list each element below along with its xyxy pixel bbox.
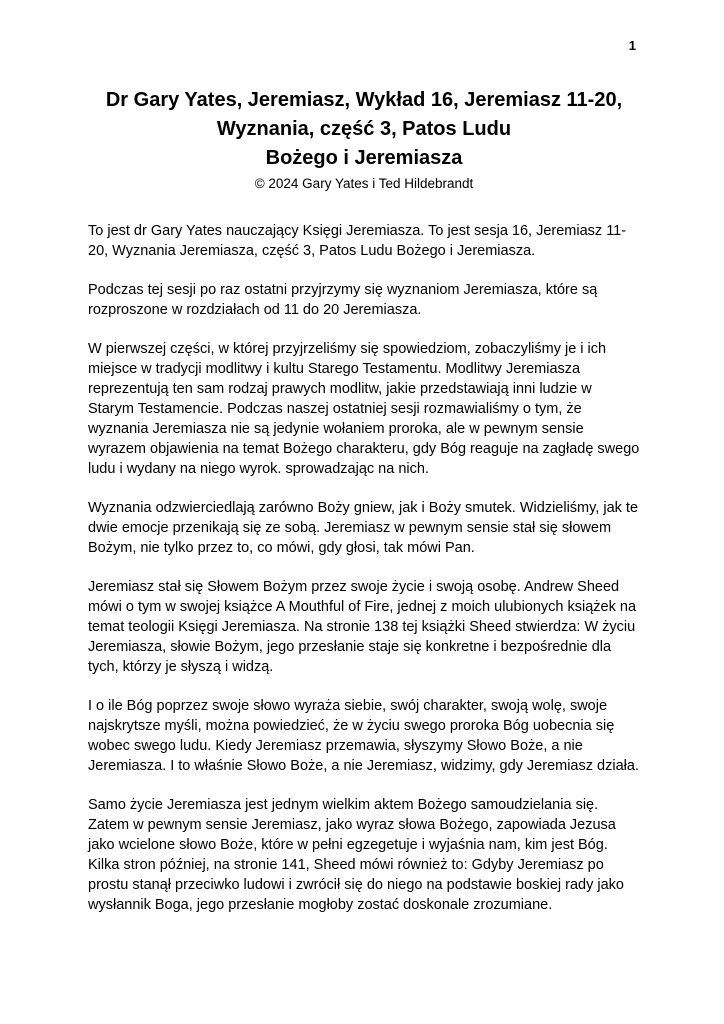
paragraph: Jeremiasz stał się Słowem Bożym przez swoje życie i swoją osobę. Andrew Sheed mówi o tym w swojej książce A Mouthful of Fire, jednej z moich ulubionych książek na temat teologii Księgi Jeremiasza. Na stronie 138 tej książki Sheed stwierdza: W życiu Jeremiasza, słowie Bożym, jego przesłanie staje się konkretne i bezpośrednie dla tych, którzy je słyszą i widzą. — [88, 579, 637, 675]
copyright-line: © 2024 Gary Yates i Ted Hildebrandt — [254, 176, 474, 191]
title-line-3: Bożego i Jeremiasza — [265, 147, 463, 169]
paragraph: W pierwszej części, w której przyjrzeliśmy się spowiedziom, zobaczyliśmy je i ich miejsce w tradycji modlitwy i kultu Starego Testamentu. Modlitwy Jeremiasza reprezentują ten sam rodzaj prawych modlitw, jakie przedstawiają inni ludzie w Starym Testamencie. Podczas naszej ostatniej sesji rozmawialiśmy o tym, że wyznania Jeremiasza nie są jedynie wołaniem proroka, ale w pewnym sensie wyrazem objawienia na temat Bożego charakteru, gdy Bóg reaguje na zagładę swego ludu i wydany na niego wyrok. sprowadzając na nich. — [88, 341, 640, 477]
title-line-1: Dr Gary Yates, Jeremiasz, Wykład 16, Jeremiasz 11-20, — [105, 89, 623, 111]
paragraph: Samo życie Jeremiasza jest jednym wielkim aktem Bożego samoudzielania się. Zatem w pewnym sensie Jeremiasz, jako wyraz słowa Bożego, zapowiada Jezusa jako wcielone słowo Boże, które w pełni egzegetuje i wyjaśnia nam, kim jest Bóg. Kilka stron później, na stronie 141, Sheed mówi również to: Gdyby Jeremiasz po prostu stanął przeciwko ludowi i zwrócił się do niego na podstawie boskiej rady jako wysłannik Boga, jego przesłanie mogłoby zostać doskonale zrozumiane. — [88, 797, 624, 913]
paragraph: Podczas tej sesji po raz ostatni przyjrzymy się wyznaniom Jeremiasza, które są rozproszone w rozdziałach od 11 do 20 Jeremiasza. — [88, 282, 598, 318]
document-title — [88, 86, 640, 173]
document-body — [88, 221, 640, 915]
paragraph: Wyznania odzwierciedlają zarówno Boży gniew, jak i Boży smutek. Widzieliśmy, jak te dwie emocje przenikają się ze sobą. Jeremiasz w pewnym sensie stał się słowem Bożym, nie tylko przez to, co mówi, gdy głosi, tak mówi Pan. — [88, 500, 639, 556]
paragraph: To jest dr Gary Yates nauczający Księgi Jeremiasza. To jest sesja 16, Jeremiasz 11-20, Wyznania Jeremiasza, część 3, Patos Ludu Bożego i Jeremiasza. — [88, 223, 627, 259]
page-number: 1 — [628, 38, 636, 53]
title-line-2: Wyznania, część 3, Patos Ludu — [216, 118, 512, 140]
paragraph: I o ile Bóg poprzez swoje słowo wyraża siebie, swój charakter, swoją wolę, swoje najskrytsze myśli, można powiedzieć, że w życiu swego proroka Bóg uobecnia się wobec swego ludu. Kiedy Jeremiasz przemawia, słyszymy Słowo Boże, a nie Jeremiasza. I to właśnie Słowo Boże, a nie Jeremiasz, widzimy, gdy Jeremiasz działa. — [88, 698, 639, 774]
